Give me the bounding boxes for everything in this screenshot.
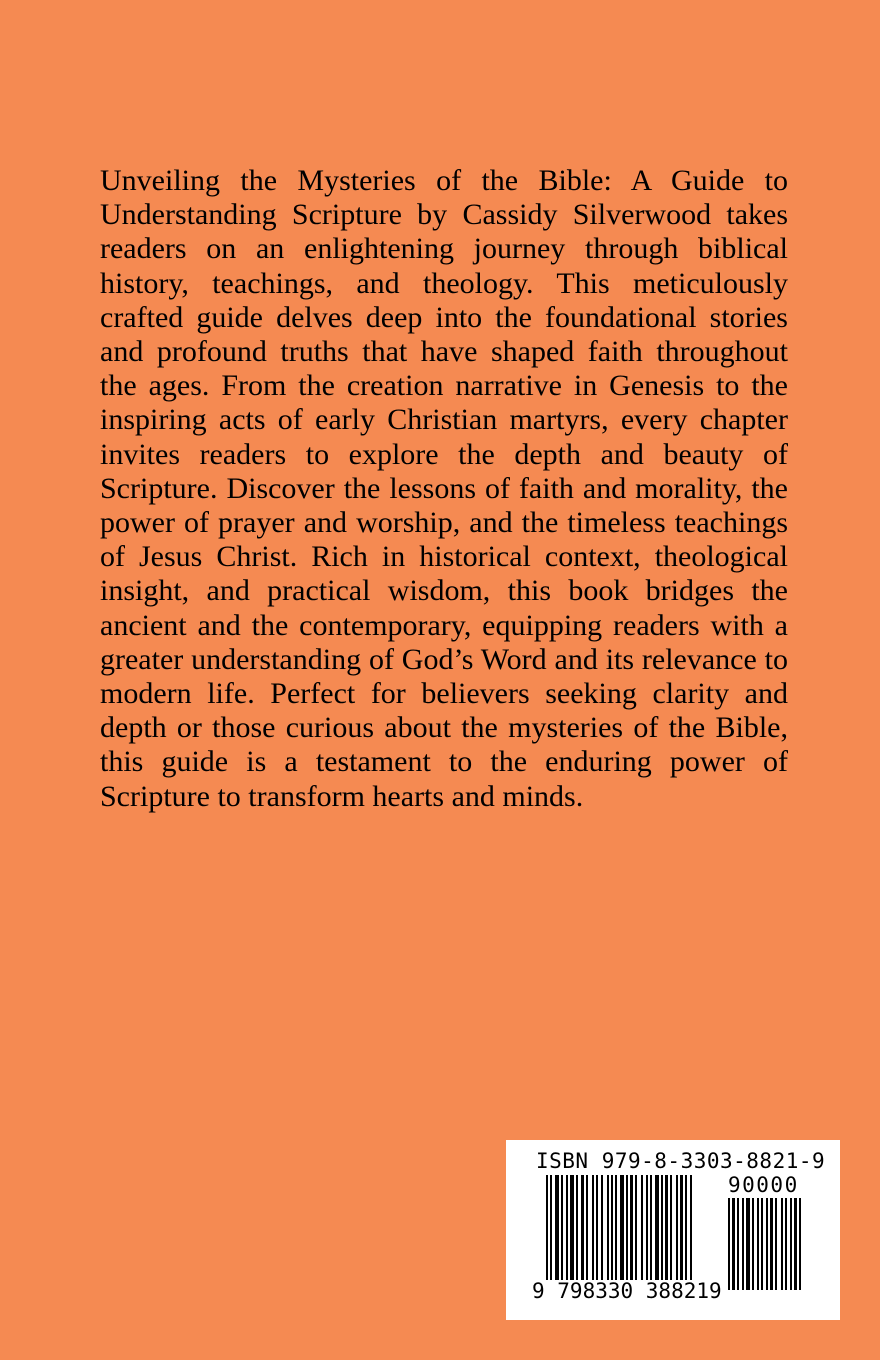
ean-barcode-icon: [546, 1175, 716, 1295]
book-description: Unveiling the Mysteries of the Bible: A Guide to Understanding Scripture by Cassidy Silverwood takes readers on an enlightening journey through biblical history, teachings, and theology. This meticulously crafted guide delves deep into the foundational stories and profound truths that have shaped faith throughout the ages. From the creation narrative in Genesis to the inspiring acts of early Christian martyrs, every chapter invites readers to explore the depth and beauty of Scripture. Discover the lessons of faith and morality, the power of prayer and worship, and the timeless teachings of Jesus Christ. Rich in historical context, theological insight, and practical wisdom, this book bridges the ancient and the contemporary, equipping readers with a greater understanding of God’s Word and its relevance to modern life. Perfect for believers seeking clarity and depth or those curious about the mysteries of the Bible, this guide is a testament to the enduring power of Scripture to transform hearts and minds.: [100, 164, 788, 813]
price-code: 90000: [728, 1173, 799, 1197]
ean-digits: 9 798330 388219: [532, 1279, 722, 1303]
isbn-label: ISBN 979-8-3303-8821-9: [536, 1149, 826, 1173]
addon-barcode-icon: [728, 1198, 824, 1304]
barcode-panel: [506, 1140, 840, 1320]
